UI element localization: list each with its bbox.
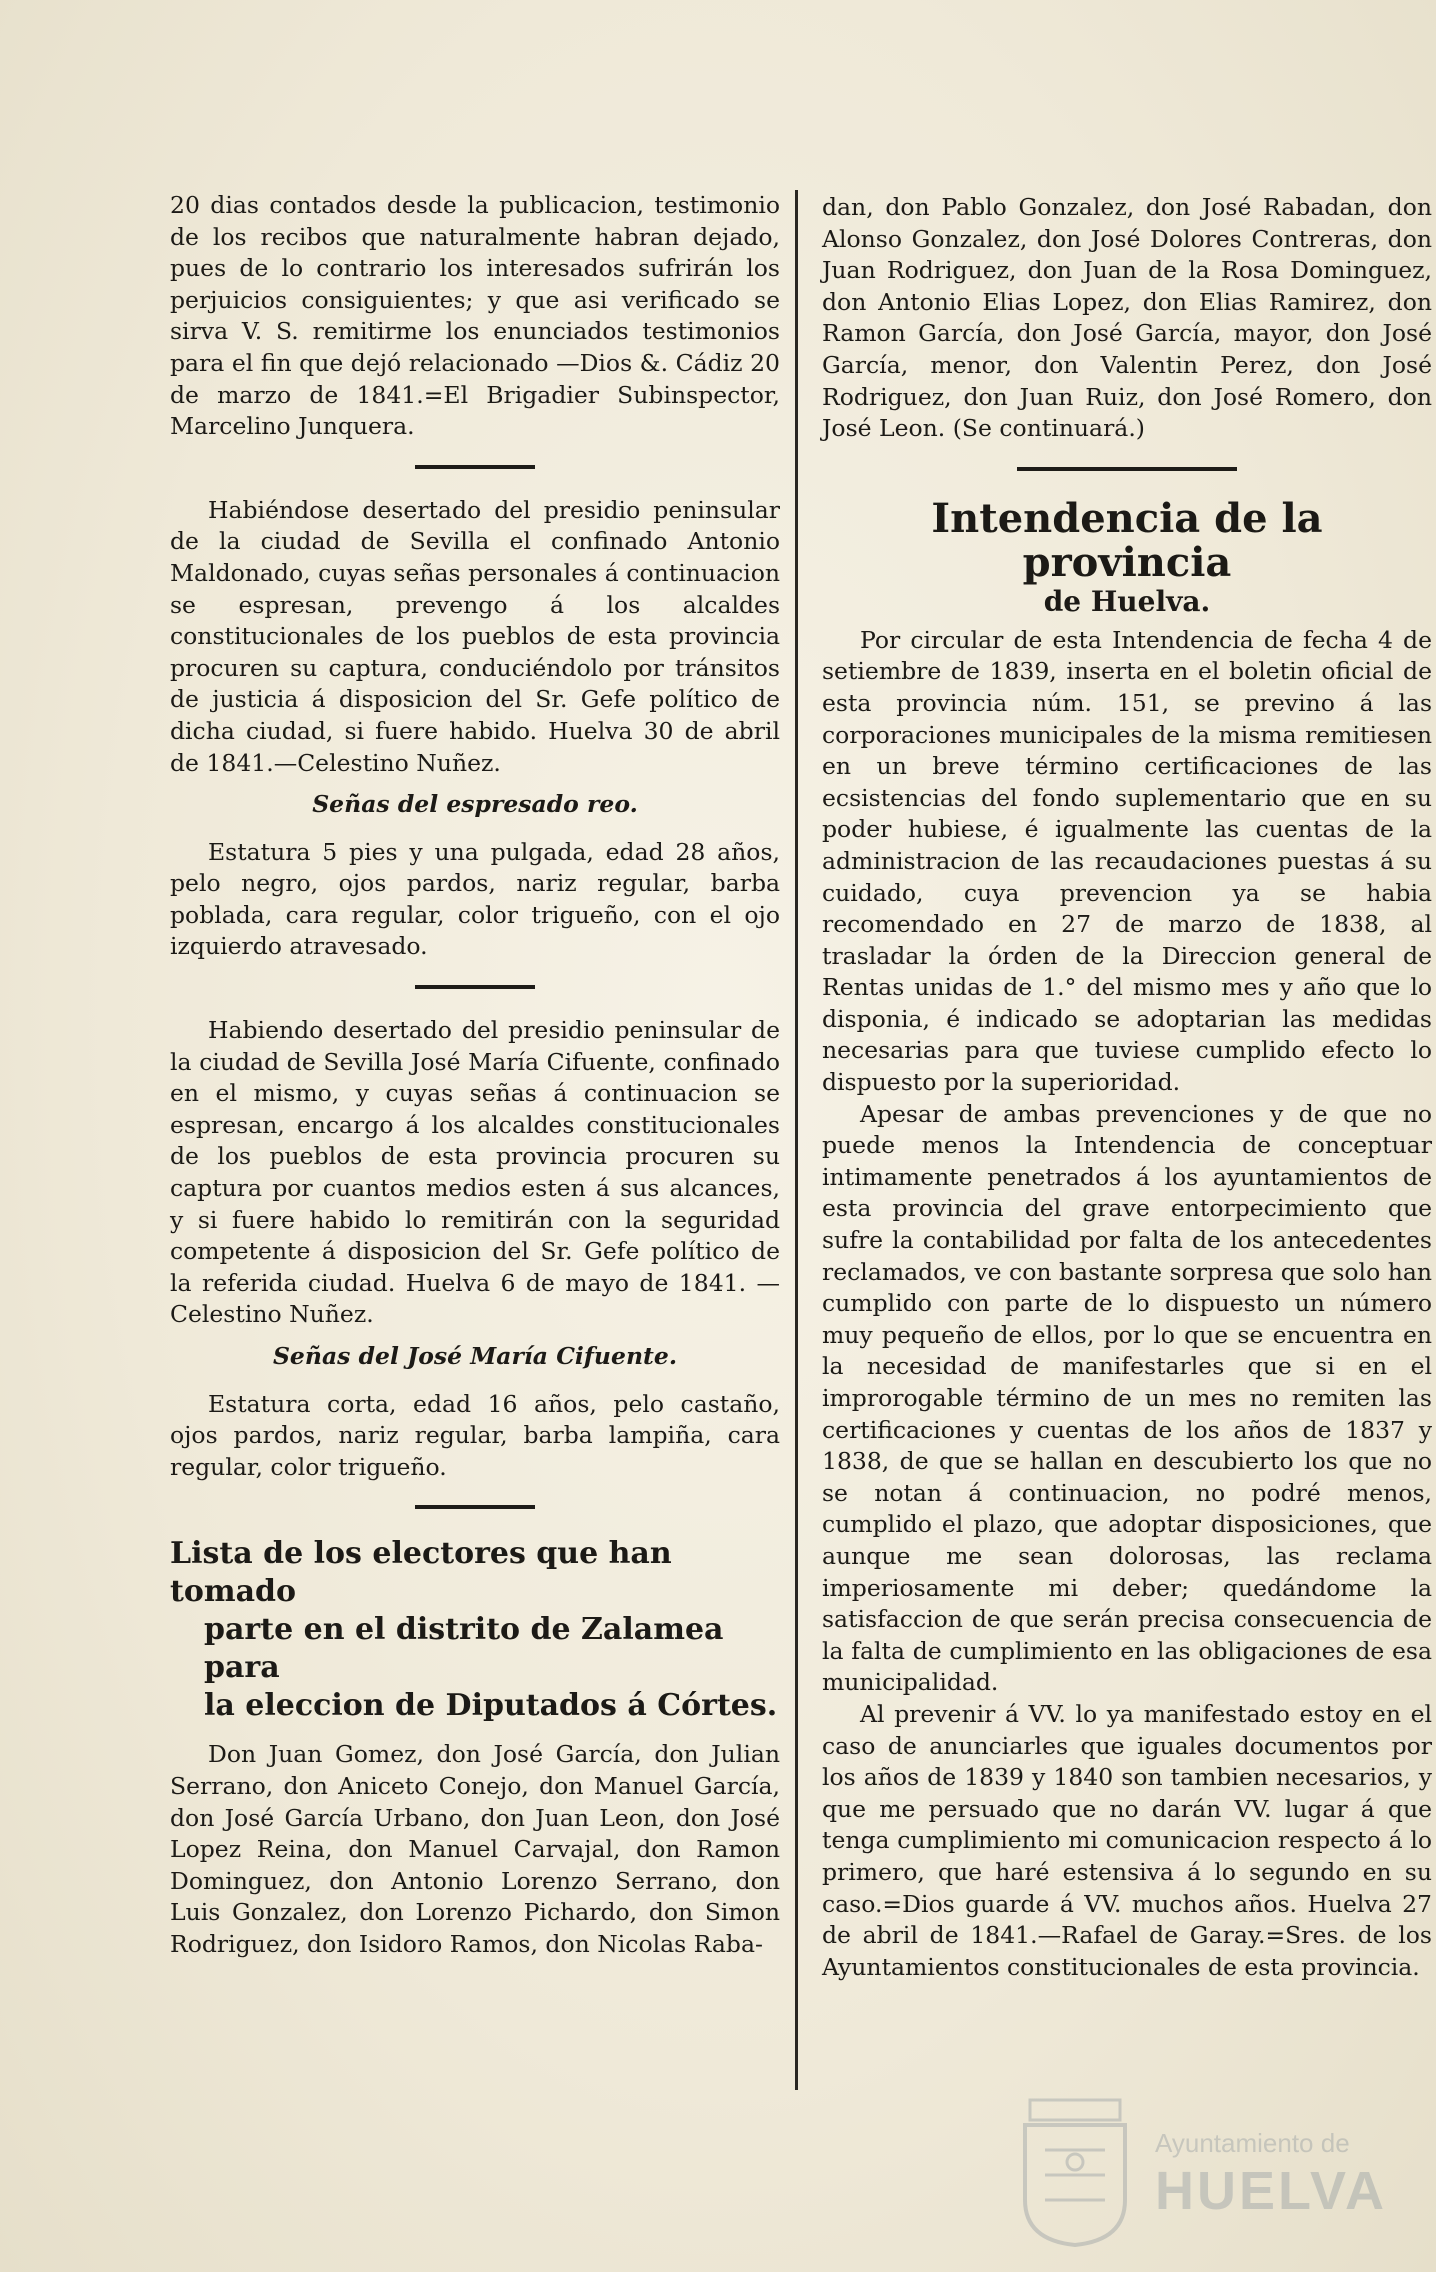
section-separator — [415, 985, 535, 989]
left-paragraph-1: 20 dias contados desde la publicacion, testimonio de los recibos que naturalmente habran dejado, pues de lo contrario los interesados sufrirán los perjuicios consiguientes; y que asi verificado se sirva V. S. remitirme los enunciados testimonios para el fin que dejó relacionado —Dios &. Cádiz 20 de marzo de 1841.=El Brigadier Subinspector, Marcelino Junquera. — [170, 191, 780, 441]
section-separator — [415, 1505, 535, 1509]
right-paragraph-2: Por circular de esta Intendencia de fecha 4 de setiembre de 1839, inserta en el boletin oficial de esta provincia núm. 151, se previno á las corporaciones municipales de la misma remitiesen en un breve término certificaciones de las ecsistencias del fondo suplementario que en su poder hubiese, é igualmente las cuentas de la administracion de las recaudaciones puestas á su cuidado, cuya prevencion ya se habia recomendado en 27 de marzo de 1838, al trasladar la órden de la Direccion general de Rentas unidas de 1.° del mismo mes y año que lo disponia, é indicado se adoptarian las medidas necesarias para que tuviese cumplido efecto lo dispuesto por la superioridad. — [822, 625, 1432, 1097]
left-column — [170, 190, 780, 1961]
right-column — [822, 192, 1432, 1983]
city-coat-of-arms-icon — [1010, 2090, 1140, 2250]
left-paragraph-3: Estatura 5 pies y una pulgada, edad 28 años, pelo negro, ojos pardos, nariz regular, barba poblada, cara regular, color trigueño, con el ojo izquierdo atravesado. — [170, 837, 780, 961]
heading-line-2: parte en el distrito de Zalamea para — [204, 1612, 724, 1686]
right-paragraph-1: dan, don Pablo Gonzalez, don José Rabadan, don Alonso Gonzalez, don José Dolores Contreras, don Juan Rodriguez, don Juan de la Rosa Dominguez, don Antonio Elias Lopez, don Elias Ramirez, don Ramon García, don José García, mayor, don José García, menor, don Valentin Perez, don José Rodriguez, don Juan Ruiz, don José Romero, don José Leon. (Se continuará.) — [822, 193, 1432, 443]
archive-watermark — [1010, 2090, 1400, 2250]
section-separator — [1017, 467, 1237, 471]
intendencia-subtitle: de Huelva. — [1043, 584, 1211, 618]
column-divider — [795, 190, 798, 2090]
watermark-line-2: HUELVA — [1155, 2161, 1387, 2221]
left-paragraph-5: Estatura corta, edad 16 años, pelo castaño, ojos pardos, nariz regular, barba lampiña, cara regular, color trigueño. — [170, 1389, 780, 1481]
section-separator — [415, 465, 535, 469]
watermark-line-1: Ayuntamiento de — [1155, 2128, 1350, 2158]
intendencia-title: Intendencia de la provincia — [931, 494, 1323, 586]
heading-line-3: la eleccion de Diputados á Córtes. — [204, 1688, 778, 1724]
left-subheading-1: Señas del espresado reo. — [312, 790, 638, 819]
left-subheading-2: Señas del José María Cifuente. — [272, 1342, 678, 1370]
right-paragraph-3: Apesar de ambas prevenciones y de que no puede menos la Intendencia de conceptuar intimamente penetrados á los ayuntamientos de esta provincia del grave entorpecimiento que sufre la contabilidad por falta de los antecedentes reclamados, ve con bastante sorpresa que solo han cumplido con parte de lo dispuesto un número muy pequeño de ellos, por lo que se encuentra en la necesidad de manifestarles que si en el improrogable término de un mes no remiten las certificaciones y cuentas de los años de 1837 y 1838, de que se hallan en descubierto los que no se notan á continuacion, no podré menos, cumplido el plazo, que adoptar disposiciones, que aunque me sean dolorosas, las reclama imperiosamente mi deber; quedándome la satisfaccion de que serán precisa consecuencia de la falta de cumplimiento en las obligaciones de esa municipalidad. — [822, 1099, 1432, 1697]
left-paragraph-6: Don Juan Gomez, don José García, don Julian Serrano, don Aniceto Conejo, don Manuel García, don José García Urbano, don Juan Leon, don José Lopez Reina, don Manuel Carvajal, don Ramon Dominguez, don Antonio Lorenzo Serrano, don Luis Gonzalez, don Lorenzo Pichardo, don Simon Rodriguez, don Isidoro Ramos, don Nicolas Raba- — [170, 1740, 780, 1958]
heading-line-1: Lista de los electores que han tomado — [170, 1536, 672, 1610]
left-paragraph-4: Habiendo desertado del presidio peninsular de la ciudad de Sevilla José María Cifuente, confinado en el mismo, y cuyas señas á continuacion se espresan, encargo á los alcaldes constitucionales de los pueblos de esta provincia procuren su captura por cuantos medios esten á sus alcances, y si fuere habido lo remitirán con la seguridad competente á disposicion del Sr. Gefe político de la referida ciudad. Huelva 6 de mayo de 1841. —Celestino Nuñez. — [170, 1016, 780, 1329]
electors-list-heading — [170, 1535, 780, 1725]
left-paragraph-2: Habiéndose desertado del presidio peninsular de la ciudad de Sevilla el confinado Antonio Maldonado, cuyas señas personales á continuacion se espresan, prevengo á los alcaldes constitucionales de los pueblos de esta provincia procuren su captura, conduciéndolo por tránsitos de justicia á disposicion del Sr. Gefe político de dicha ciudad, si fuere habido. Huelva 30 de abril de 1841.—Celestino Nuñez. — [170, 495, 780, 777]
right-paragraph-4: Al prevenir á VV. lo ya manifestado estoy en el caso de anunciarles que iguales documentos por los años de 1839 y 1840 son tambien necesarios, y que me persuado que no darán VV. lugar á que tenga cumplimiento mi comunicacion respecto á lo primero, que haré estensiva á lo segundo en su caso.=Dios guarde á VV. muchos años. Huelva 27 de abril de 1841.—Rafael de Garay.=Sres. de los Ayuntamientos constitucionales de esta provincia. — [822, 1699, 1432, 1981]
